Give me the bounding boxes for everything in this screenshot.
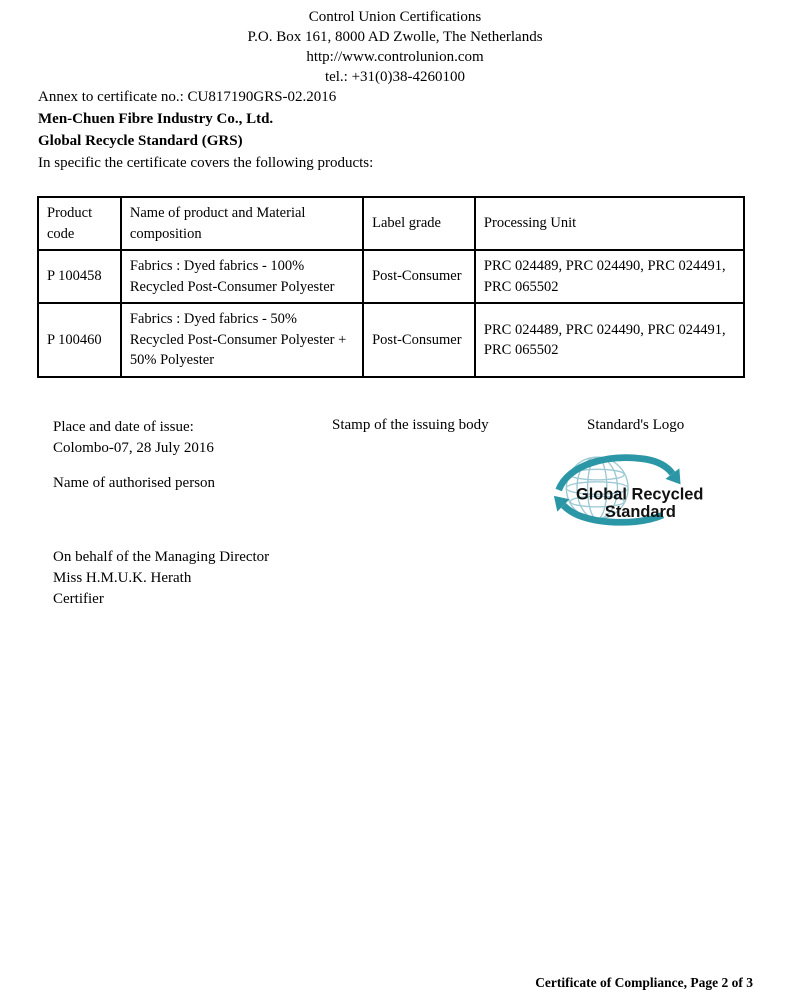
col-header-label-grade: Label grade [363,197,475,250]
products-intro: In specific the certificate covers the following products: [38,155,374,171]
col-header-name-material: Name of product and Material composition [121,197,363,250]
table-row [38,303,744,377]
annex-block [38,90,373,178]
cell-product-name: Fabrics : Dyed fabrics - 100% Recycled Post-Consumer Polyester [121,250,363,303]
cell-processing-unit: PRC 024489, PRC 024490, PRC 024491, PRC 065502 [475,250,744,303]
org-address: P.O. Box 161, 8000 AD Zwolle, The Netherlands [247,29,543,45]
place-date-value: Colombo-07, 28 July 2016 [53,440,214,456]
col-header-processing-unit: Processing Unit [475,197,744,250]
page-footer: Certificate of Compliance, Page 2 of 3 [535,975,753,990]
cell-label-grade: Post-Consumer [363,303,475,377]
authorised-person-label: Name of authorised person [53,475,216,491]
company-name: Men-Chuen Fibre Industry Co., Ltd. [38,111,274,127]
table-row [38,250,744,303]
signature-line-role: On behalf of the Managing Director [53,549,270,565]
cell-product-code: P 100458 [38,250,121,303]
org-website: http://www.controlunion.com [306,49,484,65]
logo-text-line1: Global Recycled [576,485,704,504]
place-date-label: Place and date of issue: [53,419,194,435]
place-date-block [53,417,214,459]
cell-label-grade: Post-Consumer [363,250,475,303]
signature-line-name: Miss H.M.U.K. Herath [53,570,192,586]
cell-processing-unit: PRC 024489, PRC 024490, PRC 024491, PRC 065502 [475,303,744,377]
table-header-row [38,197,744,250]
cell-product-code: P 100460 [38,303,121,377]
standards-logo-label: Standard's Logo [587,417,685,433]
col-header-product-code: Product code [38,197,121,250]
letterhead [0,7,790,87]
org-name: Control Union Certifications [308,9,482,25]
stamp-label: Stamp of the issuing body [332,417,489,433]
grs-globe-recycle-icon [549,451,711,529]
logo-text-line2: Standard [604,503,676,521]
org-phone: tel.: +31(0)38-4260100 [324,69,466,85]
products-table [37,196,745,378]
certificate-number-line: Annex to certificate no.: CU817190GRS-02.2016 [38,89,337,105]
standard-name: Global Recycle Standard (GRS) [38,133,243,149]
cell-product-name: Fabrics : Dyed fabrics - 50% Recycled Post-Consumer Polyester + 50% Polyester [121,303,363,377]
signature-line-title: Certifier [53,591,104,607]
signature-block [53,547,269,610]
